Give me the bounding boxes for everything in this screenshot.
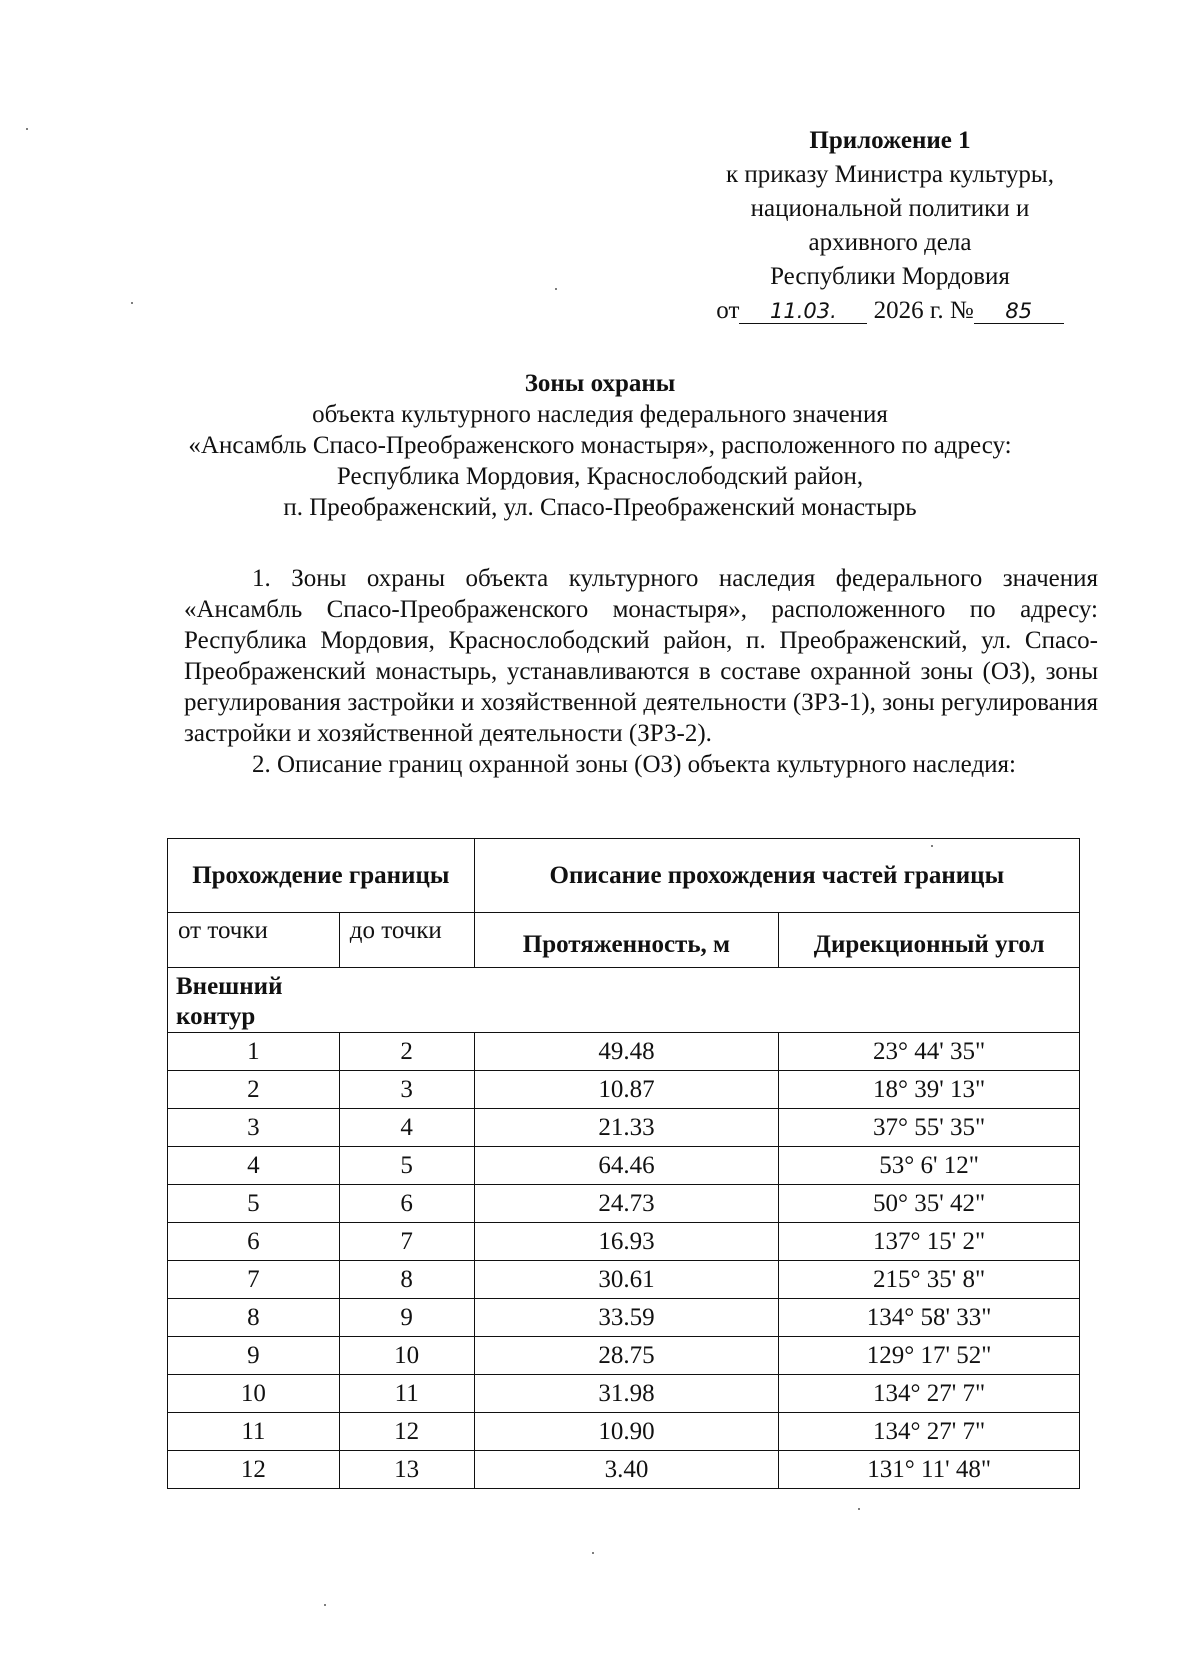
cell-from: 11 xyxy=(168,1413,340,1451)
cell-from: 1 xyxy=(168,1033,340,1071)
table-row xyxy=(168,1413,1080,1451)
header-description: Описание прохождения частей границы xyxy=(474,839,1079,913)
cell-length: 21.33 xyxy=(474,1109,779,1147)
cell-length: 30.61 xyxy=(474,1261,779,1299)
scan-speck xyxy=(592,1552,594,1554)
cell-angle: 134° 58' 33" xyxy=(779,1299,1080,1337)
year-label: 2026 г. № xyxy=(873,297,974,324)
cell-length: 3.40 xyxy=(474,1451,779,1489)
cell-length: 10.87 xyxy=(474,1071,779,1109)
cell-angle: 53° 6' 12" xyxy=(779,1147,1080,1185)
cell-length: 33.59 xyxy=(474,1299,779,1337)
appendix-line-2: национальной политики и xyxy=(750,195,1030,222)
cell-length: 31.98 xyxy=(474,1375,779,1413)
cell-from: 5 xyxy=(168,1185,340,1223)
col-angle-header: Дирекционный угол xyxy=(779,913,1080,968)
cell-angle: 137° 15' 2" xyxy=(779,1223,1080,1261)
order-date-line xyxy=(680,294,1100,328)
scan-speck xyxy=(324,1604,326,1606)
document-heading xyxy=(120,368,1080,523)
table-row xyxy=(168,1261,1080,1299)
cell-to: 11 xyxy=(339,1375,474,1413)
table-row xyxy=(168,1375,1080,1413)
heading-line-3: Республика Мордовия, Краснослободский район, xyxy=(336,463,864,490)
handwritten-date: 11.03. xyxy=(739,299,867,324)
cell-to: 6 xyxy=(339,1185,474,1223)
cell-from: 8 xyxy=(168,1299,340,1337)
cell-to: 12 xyxy=(339,1413,474,1451)
table-row xyxy=(168,1451,1080,1489)
cell-to: 7 xyxy=(339,1223,474,1261)
table-row xyxy=(168,1185,1080,1223)
cell-to: 8 xyxy=(339,1261,474,1299)
cell-angle: 131° 11' 48" xyxy=(779,1451,1080,1489)
cell-from: 12 xyxy=(168,1451,340,1489)
col-to-header: до точки xyxy=(339,913,474,968)
col-from-header: от точки xyxy=(168,913,340,968)
cell-from: 4 xyxy=(168,1147,340,1185)
scan-speck xyxy=(131,302,133,304)
from-label: от xyxy=(716,297,740,324)
cell-length: 49.48 xyxy=(474,1033,779,1071)
table-row xyxy=(168,1109,1080,1147)
cell-length: 64.46 xyxy=(474,1147,779,1185)
cell-to: 5 xyxy=(339,1147,474,1185)
cell-from: 7 xyxy=(168,1261,340,1299)
cell-from: 3 xyxy=(168,1109,340,1147)
header-passage: Прохождение границы xyxy=(168,839,475,913)
table-row xyxy=(168,1299,1080,1337)
cell-from: 6 xyxy=(168,1223,340,1261)
cell-length: 16.93 xyxy=(474,1223,779,1261)
cell-length: 28.75 xyxy=(474,1337,779,1375)
section-label xyxy=(168,968,1080,1033)
cell-from: 10 xyxy=(168,1375,340,1413)
table-row xyxy=(168,1147,1080,1185)
cell-angle: 215° 35' 8" xyxy=(779,1261,1080,1299)
paragraph-1: 1. Зоны охраны объекта культурного наследия федерального значения «Ансамбль Спасо-Преображенского монастыря», расположенного по адресу: Республика Мордовия, Краснослободский район, п. Преображенский, ул. Спасо-Преображенский монастырь, устанавливаются в составе охранной зоны (ОЗ), зоны регулирования застройки и хозяйственной деятельности (ЗРЗ-1), зоны регулирования застройки и хозяйственной деятельности (ЗРЗ-2). xyxy=(184,565,1098,747)
cell-to: 13 xyxy=(339,1451,474,1489)
cell-to: 4 xyxy=(339,1109,474,1147)
appendix-line-4: Республики Мордовия xyxy=(770,263,1010,290)
col-length-header: Протяженность, м xyxy=(474,913,779,968)
cell-angle: 134° 27' 7" xyxy=(779,1413,1080,1451)
table-row xyxy=(168,1071,1080,1109)
cell-length: 24.73 xyxy=(474,1185,779,1223)
cell-to: 9 xyxy=(339,1299,474,1337)
cell-angle: 37° 55' 35" xyxy=(779,1109,1080,1147)
cell-angle: 50° 35' 42" xyxy=(779,1185,1080,1223)
appendix-line-3: архивного дела xyxy=(808,229,972,256)
appendix-line-1: к приказу Министра культуры, xyxy=(726,161,1054,188)
cell-angle: 134° 27' 7" xyxy=(779,1375,1080,1413)
table-row xyxy=(168,1223,1080,1261)
scan-speck xyxy=(858,1508,860,1510)
handwritten-number: 85 xyxy=(974,299,1064,324)
cell-to: 2 xyxy=(339,1033,474,1071)
cell-to: 10 xyxy=(339,1337,474,1375)
heading-line-1: объекта культурного наследия федерального значения xyxy=(312,401,888,428)
table-body xyxy=(168,968,1080,1489)
heading-line-4: п. Преображенский, ул. Спасо-Преображенский монастырь xyxy=(283,494,917,521)
boundary-table xyxy=(167,838,1080,1489)
table-row xyxy=(168,1033,1080,1071)
cell-length: 10.90 xyxy=(474,1413,779,1451)
cell-angle: 129° 17' 52" xyxy=(779,1337,1080,1375)
appendix-block xyxy=(680,124,1100,328)
scan-speck xyxy=(931,845,933,847)
scan-speck xyxy=(26,128,28,130)
cell-to: 3 xyxy=(339,1071,474,1109)
cell-angle: 23° 44' 35" xyxy=(779,1033,1080,1071)
appendix-title: Приложение 1 xyxy=(809,127,971,154)
cell-from: 2 xyxy=(168,1071,340,1109)
heading-line-2: «Ансамбль Спасо-Преображенского монастыря», расположенного по адресу: xyxy=(188,432,1012,459)
paragraph-2: 2. Описание границ охранной зоны (ОЗ) объекта культурного наследия: xyxy=(252,751,1016,778)
scan-speck xyxy=(555,288,557,290)
section-label-text: Внешний контур xyxy=(176,973,283,1030)
heading-title: Зоны охраны xyxy=(524,370,676,397)
table-row xyxy=(168,1337,1080,1375)
cell-angle: 18° 39' 13" xyxy=(779,1071,1080,1109)
cell-from: 9 xyxy=(168,1337,340,1375)
body-text xyxy=(184,563,1098,780)
